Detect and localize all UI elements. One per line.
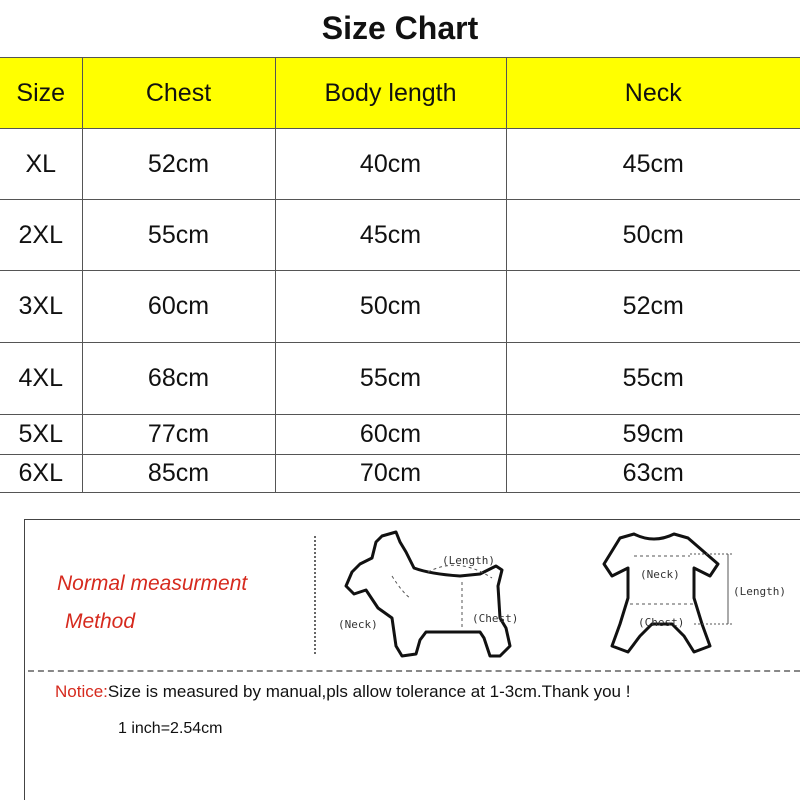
header-neck: Neck <box>506 58 800 129</box>
garment-top-silhouette <box>604 534 718 652</box>
cell-size: 5XL <box>0 415 82 455</box>
cell-chest: 52cm <box>82 129 275 200</box>
cell-size: 4XL <box>0 343 82 415</box>
table-row <box>0 200 800 271</box>
table-row <box>0 271 800 343</box>
cell-size: 3XL <box>0 271 82 343</box>
header-chest: Chest <box>82 58 275 129</box>
table-header-row <box>0 58 800 129</box>
cell-neck: 45cm <box>506 129 800 200</box>
dotted-divider-vertical <box>314 536 316 654</box>
dashed-divider-horizontal <box>28 670 800 672</box>
garment-top-view-diagram <box>590 528 795 660</box>
cell-body-length: 55cm <box>275 343 506 415</box>
measurement-method-heading <box>57 565 297 641</box>
cell-chest: 77cm <box>82 415 275 455</box>
cell-neck: 52cm <box>506 271 800 343</box>
header-size: Size <box>0 58 82 129</box>
table-row <box>0 455 800 493</box>
method-line-2: Method <box>65 610 136 633</box>
top-chest-label: (Chest) <box>638 616 685 629</box>
cell-neck: 59cm <box>506 415 800 455</box>
top-length-label: (Length) <box>733 585 786 598</box>
cell-size: 2XL <box>0 200 82 271</box>
cell-body-length: 70cm <box>275 455 506 493</box>
cell-chest: 60cm <box>82 271 275 343</box>
notice-message: Size is measured by manual,pls allow tolerance at 1-3cm.Thank you ! <box>107 682 631 701</box>
dog-side-view-diagram <box>330 528 530 664</box>
method-line-1: Normal measurment <box>57 572 248 595</box>
size-table <box>0 57 800 493</box>
cell-neck: 63cm <box>506 455 800 493</box>
inch-conversion-note: 1 inch=2.54cm <box>118 720 223 737</box>
table-row <box>0 415 800 455</box>
cell-body-length: 60cm <box>275 415 506 455</box>
cell-body-length: 50cm <box>275 271 506 343</box>
side-chest-label: (Chest) <box>472 612 519 625</box>
cell-chest: 68cm <box>82 343 275 415</box>
dog-side-silhouette <box>346 532 510 656</box>
cell-size: XL <box>0 129 82 200</box>
notice-text <box>55 682 630 702</box>
table-row <box>0 129 800 200</box>
chart-title: Size Chart <box>321 10 479 46</box>
cell-neck: 50cm <box>506 200 800 271</box>
cell-body-length: 45cm <box>275 200 506 271</box>
cell-neck: 55cm <box>506 343 800 415</box>
side-length-label: (Length) <box>442 554 495 567</box>
notice-label: Notice: <box>55 682 108 701</box>
header-body-length: Body length <box>275 58 506 129</box>
cell-chest: 55cm <box>82 200 275 271</box>
table-row <box>0 343 800 415</box>
top-neck-label: (Neck) <box>640 568 680 581</box>
cell-size: 6XL <box>0 455 82 493</box>
cell-chest: 85cm <box>82 455 275 493</box>
cell-body-length: 40cm <box>275 129 506 200</box>
side-neck-label: (Neck) <box>338 618 378 631</box>
